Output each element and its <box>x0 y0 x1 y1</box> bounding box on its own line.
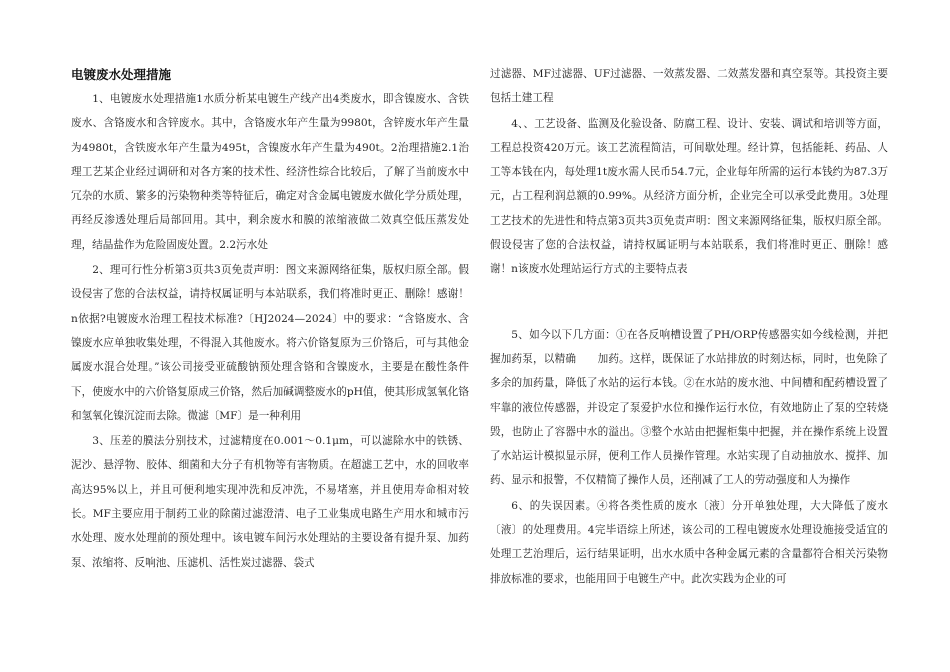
paragraph-3: 3、压差的膜法分别技术，过滤精度在0.001～0.1μm，可以滤除水中的铁锈、泥沙、悬浮物、胶体、细菌和大分子有机物等有害物质。在超滤工艺中，水的回收率高达95%以上，并且可便利地实现冲洗和反冲洗，不易堵塞，并且使用寿命相对较长。MF主要应用于制药工业的除菌过滤澄清、电子工业集成电路生产用水和城市污水处理、废水处理前的预处理中。该电镀车间污水处理站的主要设备有提升泵、加药泵、浓缩将、反响池、压滤机、活性炭过滤器、袋式 <box>71 435 469 569</box>
left-column <box>71 62 469 576</box>
paragraph-2: 2、理可行性分析第3页共3页免责声明：图文来源网络征集，版权归原全部。假设侵害了您的合法权益，请持权属证明与本站联系，我们将准时更正、删除！感谢！n依据?电镀废水治理工程技术标准?〔HJ2024—2024〕中的要求：“含铬废水、含镍废水应单独收集处理，不得混入其他废水。将六价铬复原为三价铬后，可与其他金属废水混合处理。”该公司接受亚硫酸钠预处理含铬和含镍废水，主要是在酸性条件下，使废水中的六价铬复原成三价铬，然后加碱调整废水的pH值，使其形成氢氧化铬和氢氧化镍沉淀而去除。微滤〔MF〕是一种利用 <box>71 264 469 422</box>
paragraph-1: 1、电镀废水处理措施1水质分析某电镀生产线产出4类废水，即含镍废水、含铁废水、含铬废水和含锌废水。其中，含铬废水年产生量为9980t，含锌废水年产生量为4980t，含铁废水年产生量为495t，含镍废水年产生量为490t。2治理措施2.1治理工艺某企业经过调研和对各方案的技术性、经济性综合比较后，了解了当前废水中冗杂的水质、繁多的污染物种类等特征后，确定对含金属电镀废水做化学分质处理，再经反渗透处理后局部回用。其中，剩余废水和膜的浓缩液做二效真空低压蒸发处理，结晶盐作为危险固废处置。2.2污水处 <box>71 93 469 251</box>
paragraph-5: 5、如今以下几方面：①在各反响槽设置了PH/ORP传感器实如今线检测，并把握加药泵，以精确 加药。这样，既保证了水站排放的时刻达标，同时，也免除了多余的加药量，降低了水站的运行本钱。②在水站的废水池、中间槽和配药槽设置了牢靠的液位传感器，并设定了泵爱护水位和操作运行水位，有效地防止了泵的空转烧毁，也防止了容器中水的溢出。③整个水站由把握柜集中把握，并在操作系统上设置了水站运计模拟显示屏，便利工作人员操作管理。水站实现了自动抽放水、搅拌、加药、显示和报警，不仅精简了操作人员，还削减了工人的劳动强度和人为操作 <box>490 328 888 487</box>
paragraph-4: 4、、工艺设备、监测及化验设备、防腐工程、设计、安装、调试和培训等方面，工程总投资420万元。该工艺流程简洁，可间歇处理。经计算，包括能耗、药品、人工等本钱在内，每处理1t废水需人民币54.7元，企业每年所需的运行本钱约为87.3万元，占工程利润总额的0.99%。从经济方面分析，企业完全可以承受此费用。3处理工艺技术的先进性和特点第3页共3页免责声明：图文来源网络征集，版权归原全部。假设侵害了您的合法权益，请持权属证明与本站联系，我们将准时更正、删除！感谢！n该废水处理站运行方式的主要特点表 <box>490 117 888 276</box>
paragraph-3-continued: 过滤器、MF过滤器、UF过滤器、一效蒸发器、二效蒸发器和真空泵等。其投资主要包括土建工程 <box>490 68 888 105</box>
paragraph-6: 6、的失误因素。④将各类性质的废水〔液〕分开单独处理，大大降低了废水〔液〕的处理费用。4完毕语综上所述，该公司的工程电镀废水处理设施接受适宜的处理工艺治理后，运行结果证明，出水水质中各种金属元素的含量都符合相关污染物排放标准的要求，也能用回于电镀生产中。此次实践为企业的可 <box>490 499 888 585</box>
paragraph-spacer <box>490 283 888 323</box>
right-column <box>490 62 888 592</box>
document-title: 电镀废水处理措施 <box>71 67 172 82</box>
